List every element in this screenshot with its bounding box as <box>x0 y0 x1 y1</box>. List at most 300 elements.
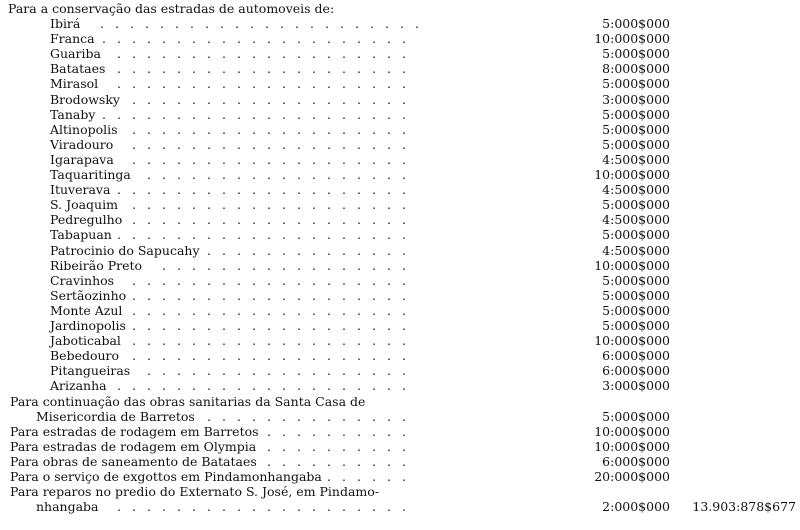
leader-dot: . <box>297 136 301 152</box>
leader-dot: . <box>297 212 301 228</box>
leader-dot: . <box>355 16 359 31</box>
leader-dot: . <box>402 182 406 198</box>
leader-dot: . <box>177 318 181 333</box>
leader-dot: . <box>237 212 241 228</box>
leader-dot: . <box>342 151 346 167</box>
leader-dot: . <box>357 438 361 454</box>
amount: 6:000$000 <box>602 348 670 364</box>
leader-dot: . <box>177 287 181 303</box>
leader-dot: . <box>207 302 211 318</box>
leader-dot: . <box>222 333 226 349</box>
leader-dot: . <box>207 31 211 47</box>
municipality-name: Tabapuan <box>50 227 112 243</box>
leader-dot: . <box>342 408 346 424</box>
leader-dot: . <box>192 106 196 122</box>
leader-dot: . <box>162 378 166 394</box>
leader-dot: . <box>132 121 136 137</box>
leader-dot: . <box>387 438 391 454</box>
leader-dot: . <box>220 16 224 31</box>
item-continuation <box>0 409 800 424</box>
leader-dot: . <box>267 46 271 62</box>
leader-dot: . <box>387 197 391 213</box>
leader-dot: . <box>222 318 226 333</box>
leader-dot: . <box>280 16 284 31</box>
leader-dot: . <box>252 76 256 92</box>
leader-dot: . <box>357 499 361 515</box>
leader-dot: . <box>177 257 181 273</box>
leader-dot: . <box>267 453 271 469</box>
leader-dot: . <box>207 197 211 213</box>
leader-dot: . <box>312 76 316 92</box>
leader-dot: . <box>207 61 211 77</box>
list-item <box>0 288 800 303</box>
leader-dot: . <box>267 61 271 77</box>
leader-dot: . <box>237 106 241 122</box>
list-item <box>0 273 800 288</box>
leader-dot: . <box>342 167 346 182</box>
leader-dot: . <box>252 197 256 213</box>
item-text: Para reparos no predio do Externato S. José, em Pindamo- <box>10 484 380 500</box>
leader-dot: . <box>222 348 226 364</box>
leader-dot: . <box>312 106 316 122</box>
leader-dot: . <box>312 212 316 228</box>
leader-dot: . <box>267 348 271 364</box>
leader-dot: . <box>162 31 166 47</box>
leader-dot: . <box>372 257 376 273</box>
leader-dot: . <box>357 453 361 469</box>
leader-dot: . <box>357 423 361 439</box>
leader-dot: . <box>372 348 376 364</box>
leader-dot: . <box>147 302 151 318</box>
leader-dot: . <box>297 438 301 454</box>
leader-dot: . <box>372 91 376 107</box>
leader-dot: . <box>267 182 271 198</box>
leader-dot: . <box>327 302 331 318</box>
amount: 5:000$000 <box>602 136 670 152</box>
leader-dot: . <box>132 333 136 349</box>
leader-dot: . <box>147 287 151 303</box>
leader-dot: . <box>312 287 316 303</box>
municipality-name: Monte Azul <box>50 302 123 318</box>
leader-dot: . <box>252 61 256 77</box>
leader-dot: . <box>312 46 316 62</box>
leader-dot: . <box>222 499 226 515</box>
leader-dot: . <box>372 453 376 469</box>
leader-dot: . <box>402 227 406 243</box>
leader-dot: . <box>237 46 241 62</box>
leader-dot: . <box>162 499 166 515</box>
municipality-name: Brodowsky <box>50 91 120 107</box>
leader-dot: . <box>192 348 196 364</box>
leader-dot: . <box>402 469 406 484</box>
leader-dot: . <box>222 167 226 182</box>
leader-dot: . <box>177 151 181 167</box>
leader-dot: . <box>267 302 271 318</box>
leader-dot: . <box>252 272 256 288</box>
leader-dot: . <box>402 167 406 182</box>
leader-dot: . <box>177 106 181 122</box>
leader-dot: . <box>177 499 181 515</box>
leader-dot: . <box>162 121 166 137</box>
leader-dot: . <box>325 16 329 31</box>
leader-dot: . <box>192 76 196 92</box>
leader-dot: . <box>207 333 211 349</box>
leader-dot: . <box>402 106 406 122</box>
amount: 3:000$000 <box>602 91 670 107</box>
leader-dot: . <box>237 197 241 213</box>
leader-dot: . <box>327 242 331 258</box>
leader-dot: . <box>295 16 299 31</box>
leader-dot: . <box>207 499 211 515</box>
municipality-name: S. Joaquim <box>50 197 118 213</box>
leader-dot: . <box>310 16 314 31</box>
leader-dot: . <box>342 76 346 92</box>
leader-dot: . <box>147 182 151 198</box>
leader-dot: . <box>282 363 286 379</box>
leader-dot: . <box>342 318 346 333</box>
leader-dot: . <box>297 151 301 167</box>
leader-dot: . <box>297 242 301 258</box>
leader-dot: . <box>117 106 121 122</box>
municipality-name: Altinopolis <box>50 121 118 137</box>
leader-dot: . <box>267 423 271 439</box>
leader-dot: . <box>357 333 361 349</box>
leader-dot: . <box>327 212 331 228</box>
leader-dot: . <box>117 46 121 62</box>
leader-dot: . <box>387 106 391 122</box>
leader-dot: . <box>267 363 271 379</box>
amount: 3:000$000 <box>602 378 670 394</box>
leader-dot: . <box>327 469 331 484</box>
leader-dot: . <box>282 227 286 243</box>
leader-dot: . <box>357 121 361 137</box>
leader-dot: . <box>402 46 406 62</box>
leader-dot: . <box>237 302 241 318</box>
leader-dot: . <box>342 363 346 379</box>
leader-dot: . <box>327 257 331 273</box>
leader-dot: . <box>177 302 181 318</box>
leader-dot: . <box>327 272 331 288</box>
leader-dot: . <box>237 121 241 137</box>
leader-dot: . <box>145 16 149 31</box>
leader-dot: . <box>222 197 226 213</box>
amount: 4:500$000 <box>602 151 670 167</box>
leader-dot: . <box>282 167 286 182</box>
leader-dot: . <box>387 76 391 92</box>
leader-dot: . <box>132 272 136 288</box>
municipality-name: Cravinhos <box>50 272 115 288</box>
leader-dot: . <box>267 287 271 303</box>
leader-dot: . <box>252 182 256 198</box>
leader-dot: . <box>162 182 166 198</box>
leader-dot: . <box>252 318 256 333</box>
leader-dot: . <box>402 242 406 258</box>
leader-dot: . <box>132 106 136 122</box>
leader-dot: . <box>357 182 361 198</box>
leader-dot: . <box>222 106 226 122</box>
leader-dot: . <box>117 499 121 515</box>
leader-dot: . <box>297 408 301 424</box>
leader-dot: . <box>342 257 346 273</box>
leader-dot: . <box>207 182 211 198</box>
leader-dot: . <box>147 91 151 107</box>
leader-dot: . <box>357 363 361 379</box>
leader-dot: . <box>340 16 344 31</box>
leader-dot: . <box>372 333 376 349</box>
leader-dot: . <box>252 227 256 243</box>
leader-dot: . <box>387 151 391 167</box>
leader-dot: . <box>222 257 226 273</box>
leader-dot: . <box>252 287 256 303</box>
leader-dot: . <box>387 408 391 424</box>
leader-dot: . <box>342 106 346 122</box>
leader-dot: . <box>252 31 256 47</box>
leader-dot: . <box>372 272 376 288</box>
list-item <box>0 182 800 197</box>
leader-dot: . <box>372 31 376 47</box>
leader-dot: . <box>177 378 181 394</box>
leader-dot: . <box>267 121 271 137</box>
leader-dot: . <box>192 31 196 47</box>
leader-dot: . <box>357 348 361 364</box>
leader-dot: . <box>147 333 151 349</box>
leader-dot: . <box>147 318 151 333</box>
leader-dot: . <box>132 348 136 364</box>
leader-dot: . <box>192 121 196 137</box>
leader-dot: . <box>312 91 316 107</box>
leader-dot: . <box>327 423 331 439</box>
leader-dot: . <box>117 378 121 394</box>
leader-dot: . <box>387 167 391 182</box>
leader-dot: . <box>402 31 406 47</box>
leader-dot: . <box>222 242 226 258</box>
leader-dot: . <box>177 197 181 213</box>
amount: 10:000$000 <box>594 257 670 273</box>
leader-dot: . <box>387 333 391 349</box>
leader-dot: . <box>267 438 271 454</box>
leader-dot: . <box>387 287 391 303</box>
leader-dot: . <box>147 499 151 515</box>
leader-dot: . <box>177 76 181 92</box>
leader-dot: . <box>267 76 271 92</box>
leader-dot: . <box>282 438 286 454</box>
leader-dot: . <box>222 378 226 394</box>
leader-dot: . <box>372 61 376 77</box>
list-item <box>0 137 800 152</box>
leader-dot: . <box>162 136 166 152</box>
leader-dot: . <box>387 378 391 394</box>
leader-dot: . <box>402 287 406 303</box>
list-item <box>0 303 800 318</box>
leader-dot: . <box>387 91 391 107</box>
leader-dot: . <box>357 46 361 62</box>
leader-dot: . <box>267 257 271 273</box>
leader-dot: . <box>192 378 196 394</box>
leader-dot: . <box>357 408 361 424</box>
leader-dot: . <box>312 453 316 469</box>
leader-dot: . <box>132 227 136 243</box>
leader-dot: . <box>207 227 211 243</box>
leader-dot: . <box>372 106 376 122</box>
leader-dot: . <box>147 272 151 288</box>
leader-dot: . <box>357 287 361 303</box>
leader-dot: . <box>207 363 211 379</box>
leader-dot: . <box>250 16 254 31</box>
leader-dot: . <box>342 31 346 47</box>
leader-dot: . <box>342 499 346 515</box>
leader-dot: . <box>402 257 406 273</box>
leader-dot: . <box>402 76 406 92</box>
leader-dot: . <box>132 318 136 333</box>
leader-dot: . <box>267 318 271 333</box>
leader-dot: . <box>237 318 241 333</box>
leader-dot: . <box>297 363 301 379</box>
list-item <box>0 122 800 137</box>
leader-dot: . <box>372 242 376 258</box>
leader-dot: . <box>387 318 391 333</box>
item-text-cont: Misericordia de Barretos <box>36 408 195 424</box>
leader-dot: . <box>237 76 241 92</box>
municipality-name: Patrocinio do Sapucahy <box>50 242 200 258</box>
leader-dot: . <box>297 46 301 62</box>
leader-dot: . <box>192 46 196 62</box>
leader-dot: . <box>237 61 241 77</box>
leader-dot: . <box>147 121 151 137</box>
amount: 6:000$000 <box>602 363 670 379</box>
amount: 5:000$000 <box>602 287 670 303</box>
leader-dot: . <box>207 151 211 167</box>
leader-dot: . <box>222 302 226 318</box>
leader-dot: . <box>282 257 286 273</box>
leader-dot: . <box>387 257 391 273</box>
leader-dot: . <box>282 151 286 167</box>
leader-dot: . <box>162 318 166 333</box>
list-item <box>0 363 800 378</box>
municipality-name: Bebedouro <box>50 348 120 364</box>
leader-dot: . <box>297 76 301 92</box>
leader-dot: . <box>207 408 211 424</box>
leader-dot: . <box>222 121 226 137</box>
leader-dot: . <box>117 31 121 47</box>
list-item <box>0 46 800 61</box>
leader-dot: . <box>207 242 211 258</box>
leader-dot: . <box>177 61 181 77</box>
leader-dot: . <box>207 91 211 107</box>
leader-dot: . <box>372 363 376 379</box>
item-line <box>0 454 800 469</box>
leader-dot: . <box>252 348 256 364</box>
leader-dot: . <box>312 302 316 318</box>
leader-dot: . <box>282 318 286 333</box>
leader-dot: . <box>267 91 271 107</box>
leader-dot: . <box>222 272 226 288</box>
amount: 10:000$000 <box>594 333 670 349</box>
leader-dot: . <box>372 182 376 198</box>
leader-dot: . <box>357 318 361 333</box>
item-line <box>0 484 800 499</box>
leader-dot: . <box>402 151 406 167</box>
leader-dot: . <box>312 136 316 152</box>
leader-dot: . <box>372 167 376 182</box>
leader-dot: . <box>342 453 346 469</box>
leader-dot: . <box>207 167 211 182</box>
leader-dot: . <box>387 61 391 77</box>
amount: 5:000$000 <box>602 16 670 31</box>
leader-dot: . <box>222 136 226 152</box>
leader-dot: . <box>192 302 196 318</box>
leader-dot: . <box>177 167 181 182</box>
leader-dot: . <box>222 408 226 424</box>
item-line <box>0 394 800 409</box>
leader-dot: . <box>357 61 361 77</box>
list-item <box>0 333 800 348</box>
leader-dot: . <box>177 348 181 364</box>
leader-dot: . <box>162 363 166 379</box>
leader-dot: . <box>342 136 346 152</box>
leader-dot: . <box>252 106 256 122</box>
leader-dot: . <box>177 333 181 349</box>
list-item <box>0 61 800 76</box>
amount: 5:000$000 <box>602 121 670 137</box>
leader-dot: . <box>327 227 331 243</box>
leader-dot: . <box>117 76 121 92</box>
leader-dot: . <box>342 227 346 243</box>
leader-dot: . <box>282 408 286 424</box>
leader-dot: . <box>372 46 376 62</box>
leader-dot: . <box>132 46 136 62</box>
leader-dot: . <box>297 91 301 107</box>
list-item <box>0 318 800 333</box>
leader-dot: . <box>222 46 226 62</box>
municipality-name: Pedregulho <box>50 212 123 228</box>
leader-dot: . <box>237 167 241 182</box>
item-text: Para estradas de rodagem em Olympia <box>10 438 257 454</box>
leader-dot: . <box>192 499 196 515</box>
leader-dot: . <box>327 167 331 182</box>
leader-dot: . <box>402 378 406 394</box>
heading <box>8 1 334 16</box>
leader-dot: . <box>177 227 181 243</box>
leader-dot: . <box>222 182 226 198</box>
leader-dot: . <box>327 61 331 77</box>
leader-dot: . <box>237 272 241 288</box>
leader-dot: . <box>387 212 391 228</box>
leader-dot: . <box>147 212 151 228</box>
leader-dot: . <box>387 121 391 137</box>
leader-dot: . <box>297 453 301 469</box>
list-item <box>0 212 800 227</box>
leader-dot: . <box>297 287 301 303</box>
leader-dot: . <box>402 499 406 515</box>
leader-dot: . <box>372 469 376 484</box>
leader-dot: . <box>282 106 286 122</box>
leader-dot: . <box>342 212 346 228</box>
leader-dot: . <box>312 499 316 515</box>
leader-dot: . <box>175 16 179 31</box>
heading-text: Para a conservação das estradas de automoveis de: <box>8 1 335 16</box>
leader-dot: . <box>342 46 346 62</box>
list-item <box>0 16 800 31</box>
leader-dot: . <box>162 167 166 182</box>
leader-dot: . <box>237 136 241 152</box>
leader-dot: . <box>297 227 301 243</box>
leader-dot: . <box>357 302 361 318</box>
leader-dot: . <box>192 61 196 77</box>
leader-dot: . <box>327 408 331 424</box>
leader-dot: . <box>402 136 406 152</box>
leader-dot: . <box>147 136 151 152</box>
leader-dot: . <box>282 423 286 439</box>
